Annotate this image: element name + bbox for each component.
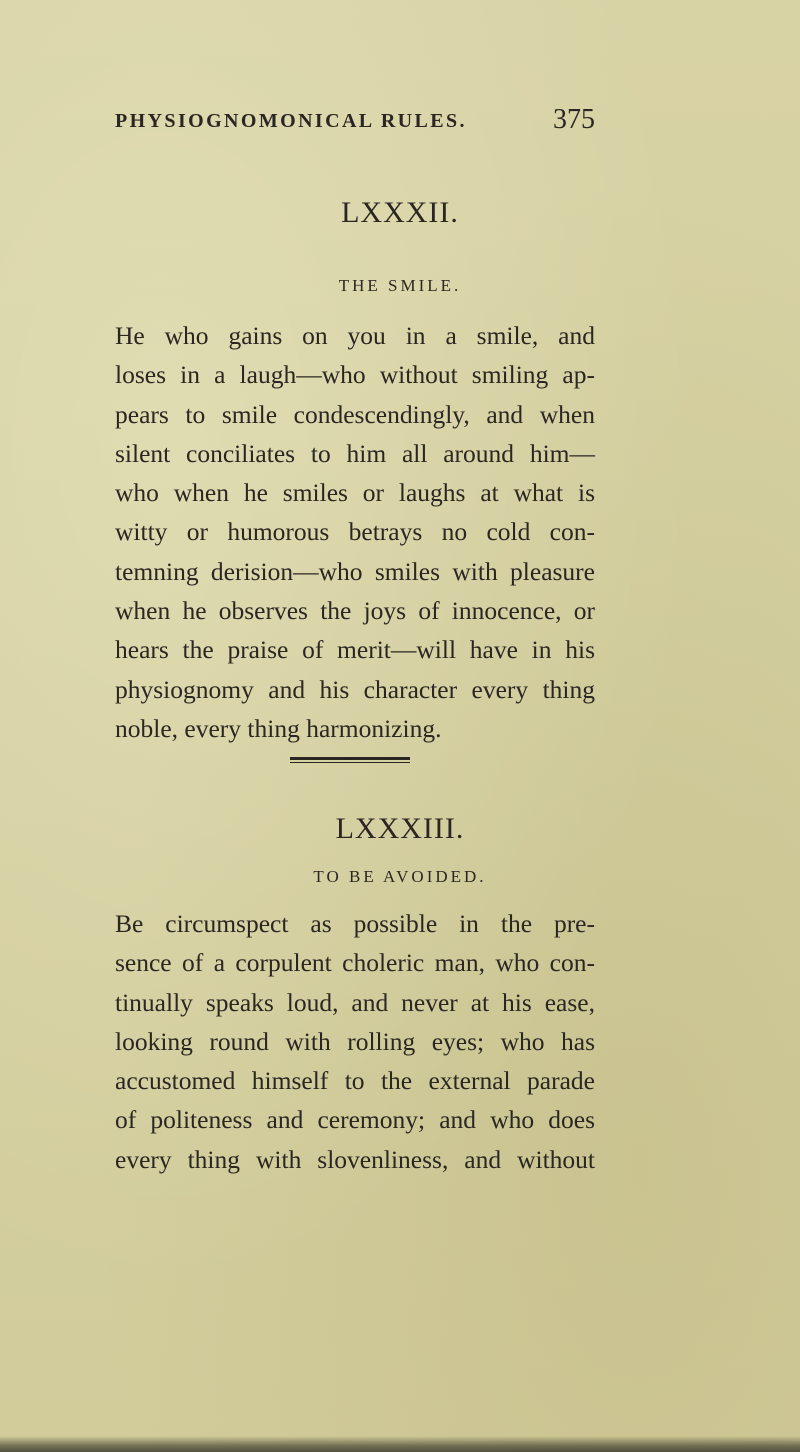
section-82-numeral: LXXXII. (341, 196, 459, 229)
paragraph-line: looking round with rolling eyes; who has (115, 1026, 595, 1056)
paragraph-line: temning derision—who smiles with pleasure (115, 556, 595, 586)
section-divider-thin (290, 762, 410, 763)
paragraph-line: pears to smile condescendingly, and when (115, 399, 595, 429)
section-83-title: TO BE AVOIDED. (313, 867, 487, 886)
paragraph-line: accustomed himself to the external parade (115, 1066, 595, 1096)
page-number: 375 (553, 104, 595, 135)
paragraph-line: who when he smiles or laughs at what is (115, 478, 595, 508)
page-bottom-edge (0, 1436, 800, 1452)
paragraph-line: every thing with slovenliness, and without (115, 1144, 595, 1174)
paragraph-line: of politeness and ceremony; and who does (115, 1105, 595, 1135)
paragraph-line: silent conciliates to him all around him— (115, 438, 595, 468)
section-83-numeral: LXXXIII. (335, 812, 465, 845)
paragraph-line: Be circumspect as possible in the pre- (115, 909, 595, 938)
paragraph-line: He who gains on you in a smile, and (115, 321, 595, 350)
paragraph-line: witty or humorous betrays no cold con- (115, 517, 595, 547)
running-head (115, 104, 595, 144)
section-82-title: THE SMILE. (338, 276, 462, 295)
section-divider (290, 757, 410, 760)
running-head-title: PHYSIOGNOMONICAL RULES. (115, 110, 467, 132)
paragraph-line: hears the praise of merit—will have in his (115, 635, 595, 665)
section-82-paragraph (115, 316, 595, 748)
paragraph-line: noble, every thing harmonizing. (115, 713, 442, 743)
paragraph-line: sence of a corpulent choleric man, who con- (115, 948, 595, 978)
paragraph-line: tinually speaks loud, and never at his ease, (115, 987, 595, 1017)
paragraph-line: when he observes the joys of innocence, or (115, 596, 595, 626)
paragraph-line: physiognomy and his character every thing (115, 674, 595, 704)
paragraph-line: loses in a laugh—who without smiling ap- (115, 360, 595, 390)
section-83-paragraph (115, 904, 595, 1179)
